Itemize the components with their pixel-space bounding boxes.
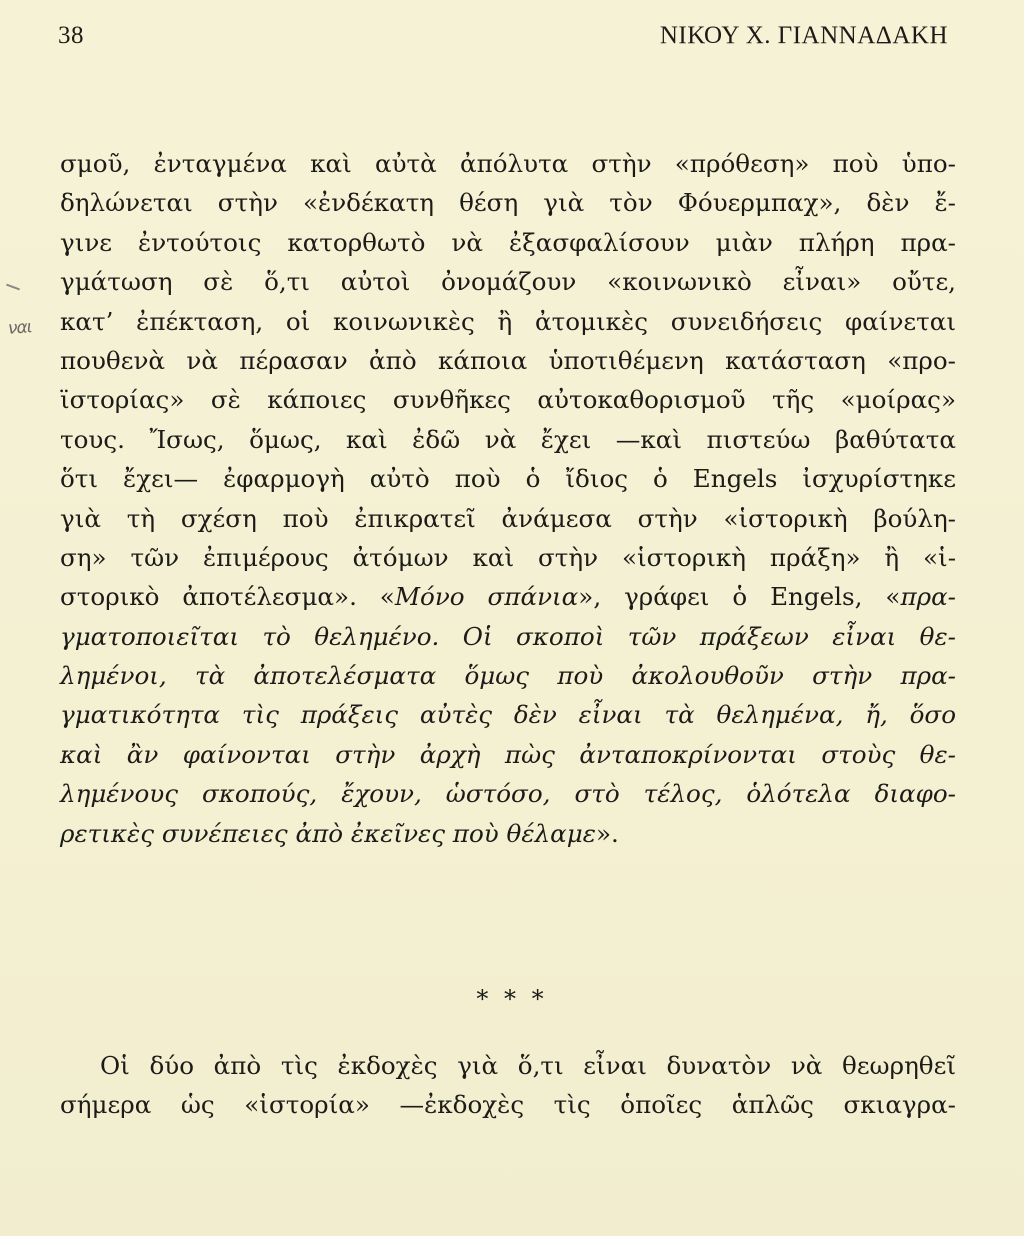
text-line: [60, 774, 956, 813]
text-line: [60, 735, 956, 774]
text-line: [60, 144, 956, 183]
text-run: γμάτωση σὲ ὅ,τι αὐτοὶ ὀνομάζουν «κοινωνικὸ εἶναι» οὔτε,: [60, 267, 956, 297]
text-line: [60, 183, 956, 222]
text-line: [60, 538, 956, 577]
text-line: [60, 420, 956, 459]
section-separator: * * *: [476, 985, 548, 1013]
text-run: τους. Ἴσως, ὅμως, καὶ ἐδῶ νὰ ἔχει —καὶ πιστεύω βαθύτατα: [60, 424, 956, 454]
text-run: ση» τῶν ἐπιμέρους ἀτόμων καὶ στὴν «ἱστορικὴ πράξη» ἢ «ἱ-: [60, 542, 956, 572]
text-line: [60, 1046, 956, 1085]
text-line: [60, 656, 956, 695]
text-run: σήμερα ὡς «ἱστορία» —ἐκδοχὲς τὶς ὁποῖες ἁπλῶς σκιαγρα-: [60, 1090, 956, 1120]
text-line: [60, 695, 956, 734]
italic-text-run: λημένους σκοπούς, ἔχουν, ὡστόσο, στὸ τέλος, ὁλότελα διαφο-: [60, 779, 956, 809]
text-line: [60, 617, 956, 656]
running-head-author: ΝΙΚΟΥ Χ. ΓΙΑΝΝΑΔΑΚΗ: [659, 22, 948, 49]
text-run: ὅτι ἔχει— ἐφαρμογὴ αὐτὸ ποὺ ὁ ἴδιος ὁ Engels ἰσχυρίστηκε: [60, 464, 956, 494]
text-run: », γράφει ὁ Engels, «: [578, 582, 901, 612]
text-line: [60, 302, 956, 341]
italic-text-run: λημένοι, τὰ ἀποτελέσματα ὅμως ποὺ ἀκολουθοῦν στὴν πρα-: [60, 661, 956, 691]
italic-text-run: καὶ ἂν φαίνονται στὴν ἀρχὴ πὼς ἀνταποκρίνονται στοὺς θε-: [60, 739, 956, 769]
text-run: σμοῦ, ἐνταγμένα καὶ αὐτὰ ἀπόλυτα στὴν «πρόθεση» ποὺ ὑπο-: [60, 149, 956, 178]
italic-text-run: Μόνο σπάνια: [394, 582, 579, 612]
text-run: γινε ἐντούτοις κατορθωτὸ νὰ ἐξασφαλίσουν μιὰν πλήρη πρα-: [60, 227, 956, 257]
italic-text-run: ρετικὲς συνέπειες ἀπὸ ἐκεῖνες ποὺ θέλαμε: [60, 818, 596, 848]
page-number: 38: [58, 22, 84, 49]
text-run: γιὰ τὴ σχέση ποὺ ἐπικρατεῖ ἀνάμεσα στὴν «ἱστορικὴ βούλη-: [60, 503, 956, 533]
margin-pencil-mark: [6, 284, 20, 291]
text-run: Οἱ δύο ἀπὸ τὶς ἐκδοχὲς γιὰ ὅ,τι εἶναι δυνατὸν νὰ θεωρηθεῖ: [100, 1051, 956, 1080]
italic-text-run: γματικότητα τὶς πράξεις αὐτὲς δὲν εἶναι τὰ θελημένα, ἤ, ὅσο: [60, 700, 956, 730]
italic-text-run: πρα-: [900, 582, 956, 612]
text-line: [60, 380, 956, 419]
text-line: [60, 223, 956, 262]
body-paragraph-2: [60, 1046, 956, 1125]
text-line: [60, 459, 956, 498]
text-line: [60, 1085, 956, 1124]
text-run: δηλώνεται στὴν «ἐνδέκατη θέση γιὰ τὸν Φόυερμπαχ», δὲν ἔ-: [60, 188, 956, 218]
text-run: κατ’ ἐπέκταση, οἱ κοινωνικὲς ἢ ἀτομικὲς συνειδήσεις φαίνεται: [60, 306, 956, 336]
margin-handwritten-note: ναι: [7, 317, 33, 339]
text-line: [60, 814, 956, 853]
text-line: [60, 499, 956, 538]
text-line: [60, 262, 956, 301]
text-run: στορικὸ ἀποτέλεσμα». «: [60, 582, 395, 612]
running-head: [58, 22, 948, 58]
text-run: πουθενὰ νὰ πέρασαν ἀπὸ κάποια ὑποτιθέμενη κατάσταση «προ-: [60, 345, 956, 375]
body-paragraph-1: [60, 144, 956, 853]
text-run: ».: [595, 818, 619, 848]
text-run: ϊστορίας» σὲ κάποιες συνθῆκες αὐτοκαθορισμοῦ τῆς «μοίρας»: [60, 385, 956, 415]
text-line: [60, 577, 956, 616]
text-line: [60, 341, 956, 380]
italic-text-run: γματοποιεῖται τὸ θελημένο. Οἱ σκοποὶ τῶν πράξεων εἶναι θε-: [60, 621, 956, 651]
